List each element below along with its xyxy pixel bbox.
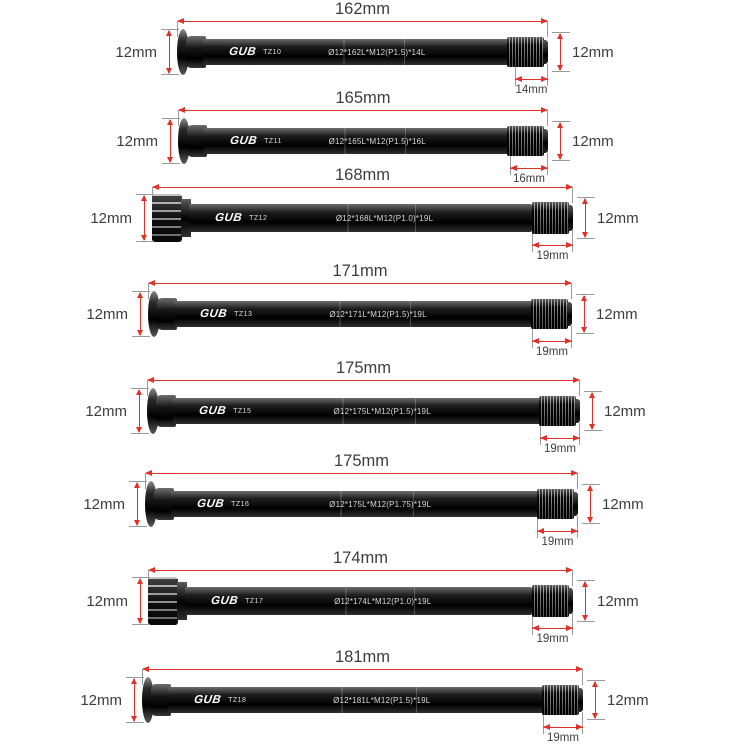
model-label: TZ12 <box>249 214 268 222</box>
extension-line <box>572 187 573 203</box>
diameter-arrow-left <box>132 291 150 337</box>
gub-logo-text: GUB <box>210 595 239 607</box>
thread-section <box>532 202 569 234</box>
diameter-label-left: 12mm <box>90 210 132 227</box>
diameter-arrow-right <box>577 580 595 622</box>
extension-line <box>547 64 548 86</box>
model-label: TZ17 <box>245 597 264 605</box>
model-label: TZ10 <box>263 48 282 56</box>
length-dimension-label: 162mm <box>334 0 391 18</box>
spec-label: Ø12*162L*M12(P1.5)*14L <box>328 47 426 57</box>
diameter-label-left: 12mm <box>115 44 157 61</box>
diameter-label-right: 12mm <box>597 593 639 610</box>
extension-line <box>582 712 583 734</box>
extension-line <box>582 669 583 685</box>
thread-dimension-line <box>532 341 572 342</box>
thread-dimension-line <box>515 79 548 80</box>
spec-label: Ø12*175L*M12(P1.5)*19L <box>333 406 431 416</box>
diameter-label-right: 12mm <box>572 44 614 61</box>
brand-logo <box>230 128 282 154</box>
extension-line <box>571 326 572 348</box>
axle-shaft <box>168 687 543 713</box>
diameter-arrow-right <box>582 484 600 524</box>
thread-section <box>542 685 579 715</box>
axle-tip <box>573 492 578 516</box>
model-label: TZ18 <box>228 696 247 704</box>
brand-logo <box>200 301 252 327</box>
thread-section <box>537 489 574 519</box>
axle-tip <box>543 40 548 64</box>
spec-label: Ø12*168L*M12(P1.0)*19L <box>335 213 434 223</box>
extension-line <box>572 613 573 635</box>
gub-logo-text: GUB <box>199 308 228 320</box>
axle-shaft <box>203 39 508 65</box>
thread-length-label: 19mm <box>536 346 568 358</box>
length-dimension-line <box>142 669 583 670</box>
brand-logo <box>199 398 251 424</box>
spec-label: Ø12*165L*M12(P1.5)*16L <box>328 136 426 146</box>
axle-tip <box>568 588 573 614</box>
diameter-label-left: 12mm <box>85 403 127 420</box>
axle-shaft <box>204 128 508 154</box>
thread-dimension-line <box>540 438 580 439</box>
length-dimension-line <box>147 380 580 381</box>
extension-line <box>572 230 573 252</box>
diameter-label-right: 12mm <box>604 403 646 420</box>
spec-label: Ø12*181L*M12(P1.5)*19L <box>333 695 431 705</box>
length-dimension-line <box>148 283 572 284</box>
extension-line <box>579 423 580 445</box>
diameter-label-right: 12mm <box>597 210 639 227</box>
extension-line <box>540 423 541 445</box>
diameter-arrow-right <box>552 121 570 161</box>
spec-label: Ø12*175L*M12(P1.75)*19L <box>329 499 432 509</box>
diameter-arrow-right <box>587 680 605 720</box>
diameter-label-left: 12mm <box>86 593 128 610</box>
diameter-label-left: 12mm <box>86 306 128 323</box>
thread-section <box>539 396 576 426</box>
gub-logo-text: GUB <box>193 694 222 706</box>
gub-logo-text: GUB <box>198 405 227 417</box>
diameter-label-right: 12mm <box>602 496 644 513</box>
brand-logo <box>215 204 267 232</box>
extension-line <box>579 380 580 396</box>
length-dimension-line <box>152 187 573 188</box>
diameter-label-left: 12mm <box>83 496 125 513</box>
extension-line <box>572 570 573 586</box>
diameter-arrow-left <box>129 481 147 527</box>
axle-shaft <box>185 587 532 615</box>
thread-dimension-line <box>537 531 578 532</box>
axle-knurled-head <box>152 194 182 242</box>
axle-row-tz12 <box>0 166 750 274</box>
model-label: TZ11 <box>264 137 282 145</box>
brand-logo <box>197 491 249 517</box>
thread-length-label: 14mm <box>515 84 548 96</box>
axle-tip <box>567 302 572 326</box>
brand-logo <box>211 587 263 615</box>
axle-row-tz13 <box>0 262 750 370</box>
thread-length-label: 16mm <box>513 173 545 185</box>
length-dimension-label: 174mm <box>332 549 389 567</box>
length-dimension-label: 171mm <box>332 262 388 280</box>
axle-tip <box>578 688 583 712</box>
gub-logo-text: GUB <box>229 135 258 147</box>
diameter-arrow-left <box>162 118 180 164</box>
gub-logo-text: GUB <box>228 46 257 58</box>
length-dimension-line <box>177 21 548 22</box>
diameter-arrow-left <box>161 29 179 75</box>
extension-line <box>532 326 533 348</box>
thread-section <box>507 126 544 156</box>
axle-row-tz15 <box>0 359 750 467</box>
axle-shaft <box>174 301 532 327</box>
thread-length-label: 19mm <box>536 250 569 262</box>
axle-row-tz17 <box>0 549 750 657</box>
diameter-arrow-right <box>576 294 594 334</box>
thread-dimension-line <box>532 628 573 629</box>
length-dimension-label: 165mm <box>335 89 391 107</box>
axle-row-tz16 <box>0 452 750 560</box>
diameter-arrow-right <box>552 32 570 72</box>
thread-section <box>532 585 569 617</box>
thread-section <box>507 37 544 67</box>
length-dimension-line <box>148 570 573 571</box>
thread-length-label: 19mm <box>547 732 579 744</box>
diameter-label-right: 12mm <box>596 306 638 323</box>
model-label: TZ13 <box>234 310 253 318</box>
length-dimension-label: 175mm <box>333 452 390 470</box>
diameter-arrow-left <box>131 388 149 434</box>
extension-line <box>577 516 578 538</box>
thread-dimension-line <box>532 245 573 246</box>
model-label: TZ16 <box>231 500 250 508</box>
diameter-arrow-left <box>126 677 144 723</box>
axle-shaft <box>171 491 538 517</box>
diameter-label-left: 12mm <box>80 692 122 709</box>
diameter-arrow-left <box>136 194 154 242</box>
axle-row-tz18 <box>0 648 750 750</box>
gub-logo-text: GUB <box>196 498 225 510</box>
length-dimension-line <box>178 110 548 111</box>
thread-length-label: 19mm <box>541 536 574 548</box>
diameter-label-left: 12mm <box>116 133 158 150</box>
length-dimension-label: 181mm <box>334 648 391 666</box>
thread-dimension-line <box>543 727 583 728</box>
axle-shaft <box>189 204 532 232</box>
extension-line <box>543 712 544 734</box>
extension-line <box>547 21 548 37</box>
diameter-arrow-right <box>577 197 595 239</box>
model-label: TZ15 <box>233 407 252 415</box>
brand-logo <box>194 687 246 713</box>
extension-line <box>577 473 578 489</box>
brand-logo <box>229 39 281 65</box>
diameter-arrow-left <box>132 577 150 625</box>
spec-label: Ø12*174L*M12(P1.0)*19L <box>334 596 432 606</box>
spec-label: Ø12*171L*M12(P1.5)*19L <box>329 309 427 319</box>
gub-logo-text: GUB <box>214 212 243 224</box>
extension-line <box>537 516 538 538</box>
extension-line <box>515 64 516 86</box>
length-dimension-label: 168mm <box>334 166 391 184</box>
axle-tip <box>543 129 548 153</box>
diameter-arrow-right <box>584 391 602 431</box>
extension-line <box>547 110 548 126</box>
thread-length-label: 19mm <box>544 443 576 455</box>
thread-length-label: 19mm <box>536 633 569 645</box>
diameter-label-right: 12mm <box>607 692 649 709</box>
extension-line <box>571 283 572 299</box>
thread-section <box>531 299 568 329</box>
axle-shaft <box>173 398 540 424</box>
axle-tip <box>575 399 580 423</box>
diameter-label-right: 12mm <box>572 133 614 150</box>
length-dimension-label: 175mm <box>335 359 392 377</box>
length-dimension-line <box>145 473 578 474</box>
axle-tip <box>568 205 573 231</box>
axle-knurled-head <box>148 577 178 625</box>
